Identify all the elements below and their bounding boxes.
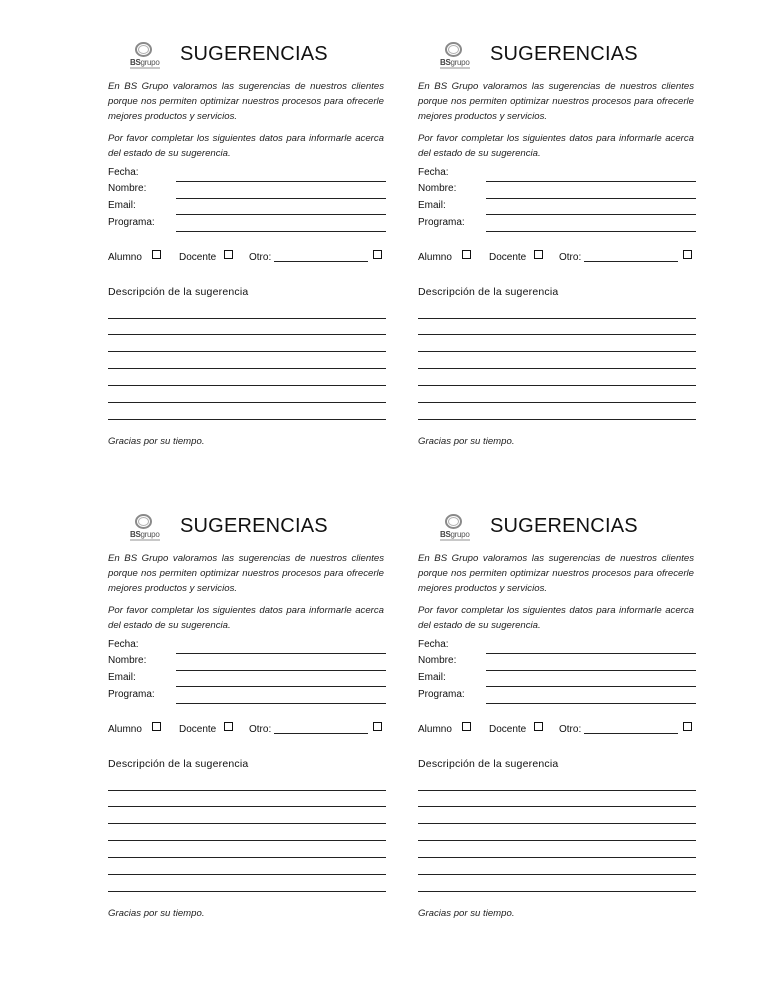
form-title: SUGERENCIAS: [490, 515, 638, 537]
field-label-email: Email:: [108, 200, 136, 211]
description-line[interactable]: [418, 385, 696, 386]
request-text: Por favor completar los siguientes datos para informarle acerca del estado de su sugerencia.: [108, 133, 384, 159]
logo-tagline: [130, 67, 160, 69]
form-title: SUGERENCIAS: [180, 43, 328, 65]
field-label-fecha: Fecha:: [108, 167, 139, 178]
intro-text: En BS Grupo valoramos las sugerencias de nuestros clientes porque nos permiten optimizar nuestros procesos para ofrecerle mejores productos y servicios.: [108, 553, 384, 594]
field-label-programa: Programa:: [418, 689, 465, 700]
description-line[interactable]: [108, 823, 386, 824]
logo-text: [440, 530, 469, 539]
logo-tagline: [440, 539, 470, 541]
logo-tagline: [130, 539, 160, 541]
programa-line[interactable]: [486, 231, 696, 232]
thanks-text: Gracias por su tiempo.: [418, 436, 515, 447]
bs-grupo-logo: [436, 514, 472, 544]
description-line[interactable]: [108, 334, 386, 335]
field-label-nombre: Nombre:: [108, 183, 147, 194]
alumno-checkbox[interactable]: [152, 250, 161, 259]
docente-checkbox[interactable]: [224, 250, 233, 259]
email-line[interactable]: [176, 686, 386, 687]
option-docente-label: Docente: [489, 724, 527, 735]
fecha-line[interactable]: [176, 653, 386, 654]
fecha-line[interactable]: [486, 653, 696, 654]
description-line[interactable]: [418, 402, 696, 403]
thanks-text: Gracias por su tiempo.: [108, 908, 205, 919]
nombre-line[interactable]: [486, 198, 696, 199]
logo-brand-suffix: grupo: [140, 58, 160, 67]
intro-text: En BS Grupo valoramos las sugerencias de nuestros clientes porque nos permiten optimizar nuestros procesos para ofrecerle mejores productos y servicios.: [418, 81, 694, 122]
thanks-text: Gracias por su tiempo.: [108, 436, 205, 447]
description-line[interactable]: [108, 419, 386, 420]
logo-brand: BS: [130, 530, 141, 539]
intro-text: En BS Grupo valoramos las sugerencias de nuestros clientes porque nos permiten optimizar nuestros procesos para ofrecerle mejores productos y servicios.: [418, 553, 694, 594]
option-alumno-label: Alumno: [108, 724, 142, 735]
logo-brand-suffix: grupo: [450, 58, 470, 67]
fecha-line[interactable]: [486, 181, 696, 182]
option-alumno-label: Alumno: [418, 724, 452, 735]
fecha-line[interactable]: [176, 181, 386, 182]
field-label-programa: Programa:: [418, 217, 465, 228]
description-line[interactable]: [418, 823, 696, 824]
field-label-email: Email:: [418, 672, 446, 683]
suggestion-form: [108, 512, 388, 952]
otro-text-line[interactable]: [584, 261, 678, 262]
description-label: Descripción de la sugerencia: [418, 286, 559, 298]
logo-inner-ring-icon: [448, 517, 459, 526]
description-line[interactable]: [418, 368, 696, 369]
nombre-line[interactable]: [176, 670, 386, 671]
option-otro-label: Otro:: [559, 724, 582, 735]
option-docente-label: Docente: [489, 252, 527, 263]
description-line[interactable]: [108, 857, 386, 858]
field-label-nombre: Nombre:: [418, 183, 457, 194]
otro-checkbox[interactable]: [683, 250, 692, 259]
nombre-line[interactable]: [176, 198, 386, 199]
field-label-fecha: Fecha:: [418, 639, 449, 650]
logo-brand: BS: [440, 58, 451, 67]
field-label-programa: Programa:: [108, 689, 155, 700]
description-line[interactable]: [418, 419, 696, 420]
field-label-email: Email:: [108, 672, 136, 683]
option-otro-label: Otro:: [249, 724, 272, 735]
description-line[interactable]: [108, 318, 386, 319]
option-otro-label: Otro:: [559, 252, 582, 263]
suggestion-form: [418, 40, 698, 480]
description-line[interactable]: [108, 891, 386, 892]
logo-inner-ring-icon: [138, 45, 149, 54]
option-otro-label: Otro:: [249, 252, 272, 263]
form-title: SUGERENCIAS: [180, 515, 328, 537]
field-label-fecha: Fecha:: [108, 639, 139, 650]
description-line[interactable]: [108, 368, 386, 369]
description-line[interactable]: [418, 891, 696, 892]
otro-text-line[interactable]: [584, 733, 678, 734]
email-line[interactable]: [176, 214, 386, 215]
description-line[interactable]: [418, 318, 696, 319]
logo-brand: BS: [130, 58, 141, 67]
request-text: Por favor completar los siguientes datos para informarle acerca del estado de su sugerencia.: [108, 605, 384, 631]
description-line[interactable]: [108, 874, 386, 875]
logo-tagline: [440, 67, 470, 69]
logo-inner-ring-icon: [448, 45, 459, 54]
logo-inner-ring-icon: [138, 517, 149, 526]
description-line[interactable]: [418, 840, 696, 841]
request-text: Por favor completar los siguientes datos para informarle acerca del estado de su sugerencia.: [418, 133, 694, 159]
field-label-fecha: Fecha:: [418, 167, 449, 178]
email-line[interactable]: [486, 214, 696, 215]
nombre-line[interactable]: [486, 670, 696, 671]
logo-text: [130, 530, 159, 539]
field-label-nombre: Nombre:: [108, 655, 147, 666]
description-label: Descripción de la sugerencia: [418, 758, 559, 770]
description-line[interactable]: [108, 402, 386, 403]
bs-grupo-logo: [436, 42, 472, 72]
otro-checkbox[interactable]: [683, 722, 692, 731]
docente-checkbox[interactable]: [534, 250, 543, 259]
alumno-checkbox[interactable]: [152, 722, 161, 731]
description-line[interactable]: [108, 806, 386, 807]
description-label: Descripción de la sugerencia: [108, 286, 249, 298]
description-label: Descripción de la sugerencia: [108, 758, 249, 770]
field-label-programa: Programa:: [108, 217, 155, 228]
option-alumno-label: Alumno: [108, 252, 142, 263]
option-docente-label: Docente: [179, 724, 217, 735]
suggestion-form: [108, 40, 388, 480]
alumno-checkbox[interactable]: [462, 722, 471, 731]
description-line[interactable]: [418, 806, 696, 807]
docente-checkbox[interactable]: [534, 722, 543, 731]
bs-grupo-logo: [126, 514, 162, 544]
description-line[interactable]: [418, 790, 696, 791]
description-line[interactable]: [108, 840, 386, 841]
logo-brand-suffix: grupo: [140, 530, 160, 539]
logo-brand: BS: [440, 530, 451, 539]
logo-text: [440, 58, 469, 67]
otro-text-line[interactable]: [274, 733, 368, 734]
intro-text: En BS Grupo valoramos las sugerencias de nuestros clientes porque nos permiten optimizar nuestros procesos para ofrecerle mejores productos y servicios.: [108, 81, 384, 122]
option-alumno-label: Alumno: [418, 252, 452, 263]
form-title: SUGERENCIAS: [490, 43, 638, 65]
programa-line[interactable]: [176, 231, 386, 232]
alumno-checkbox[interactable]: [462, 250, 471, 259]
thanks-text: Gracias por su tiempo.: [418, 908, 515, 919]
description-line[interactable]: [418, 351, 696, 352]
otro-text-line[interactable]: [274, 261, 368, 262]
bs-grupo-logo: [126, 42, 162, 72]
description-line[interactable]: [108, 385, 386, 386]
programa-line[interactable]: [486, 703, 696, 704]
request-text: Por favor completar los siguientes datos para informarle acerca del estado de su sugerencia.: [418, 605, 694, 631]
docente-checkbox[interactable]: [224, 722, 233, 731]
logo-brand-suffix: grupo: [450, 530, 470, 539]
option-docente-label: Docente: [179, 252, 217, 263]
description-line[interactable]: [108, 351, 386, 352]
field-label-email: Email:: [418, 200, 446, 211]
otro-checkbox[interactable]: [373, 722, 382, 731]
logo-text: [130, 58, 159, 67]
description-line[interactable]: [418, 857, 696, 858]
description-line[interactable]: [418, 334, 696, 335]
programa-line[interactable]: [176, 703, 386, 704]
description-line[interactable]: [418, 874, 696, 875]
suggestion-form: [418, 512, 698, 952]
field-label-nombre: Nombre:: [418, 655, 457, 666]
otro-checkbox[interactable]: [373, 250, 382, 259]
email-line[interactable]: [486, 686, 696, 687]
description-line[interactable]: [108, 790, 386, 791]
